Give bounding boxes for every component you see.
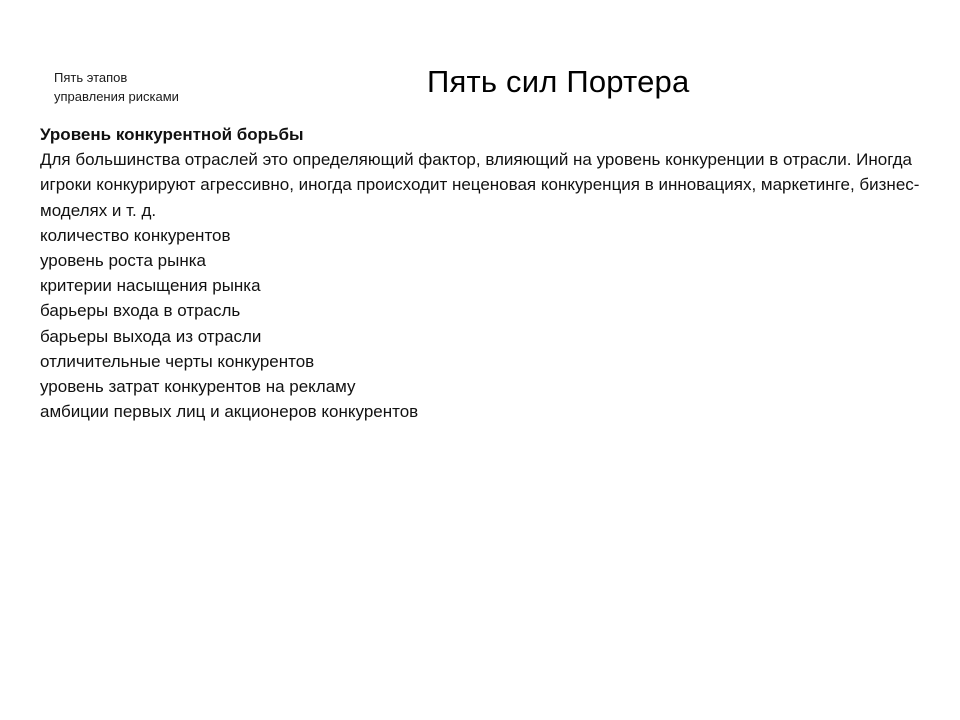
slide-body [40,122,920,424]
section-heading: Уровень конкурентной борьбы [40,125,304,144]
subtitle-line-2: управления рисками [54,89,179,104]
list-item: отличительные черты конкурентов [40,351,315,371]
factor-list [40,223,920,425]
list-item: амбиции первых лиц и акционеров конкурентов [40,402,419,422]
list-item: уровень роста рынка [40,251,206,271]
list-item: барьеры входа в отрасль [40,301,241,321]
list-item: уровень затрат конкурентов на рекламу [40,377,356,397]
slide-title: Пять сил Портера [427,64,690,99]
list-item: барьеры выхода из отрасли [40,326,262,346]
section-subtitle [54,68,274,106]
subtitle-line-1: Пять этапов [54,70,128,85]
list-item: критерии насыщения рынка [40,276,261,296]
list-item: количество конкурентов [40,225,231,245]
intro-paragraph: Для большинства отраслей это определяющий фактор, влияющий на уровень конкуренции в отрасли. Иногда игроки конкурируют агрессивно, иногда происходит неценовая конкуренция в инновациях, маркетинге, бизнес-моделях и т. д. [40,150,920,220]
